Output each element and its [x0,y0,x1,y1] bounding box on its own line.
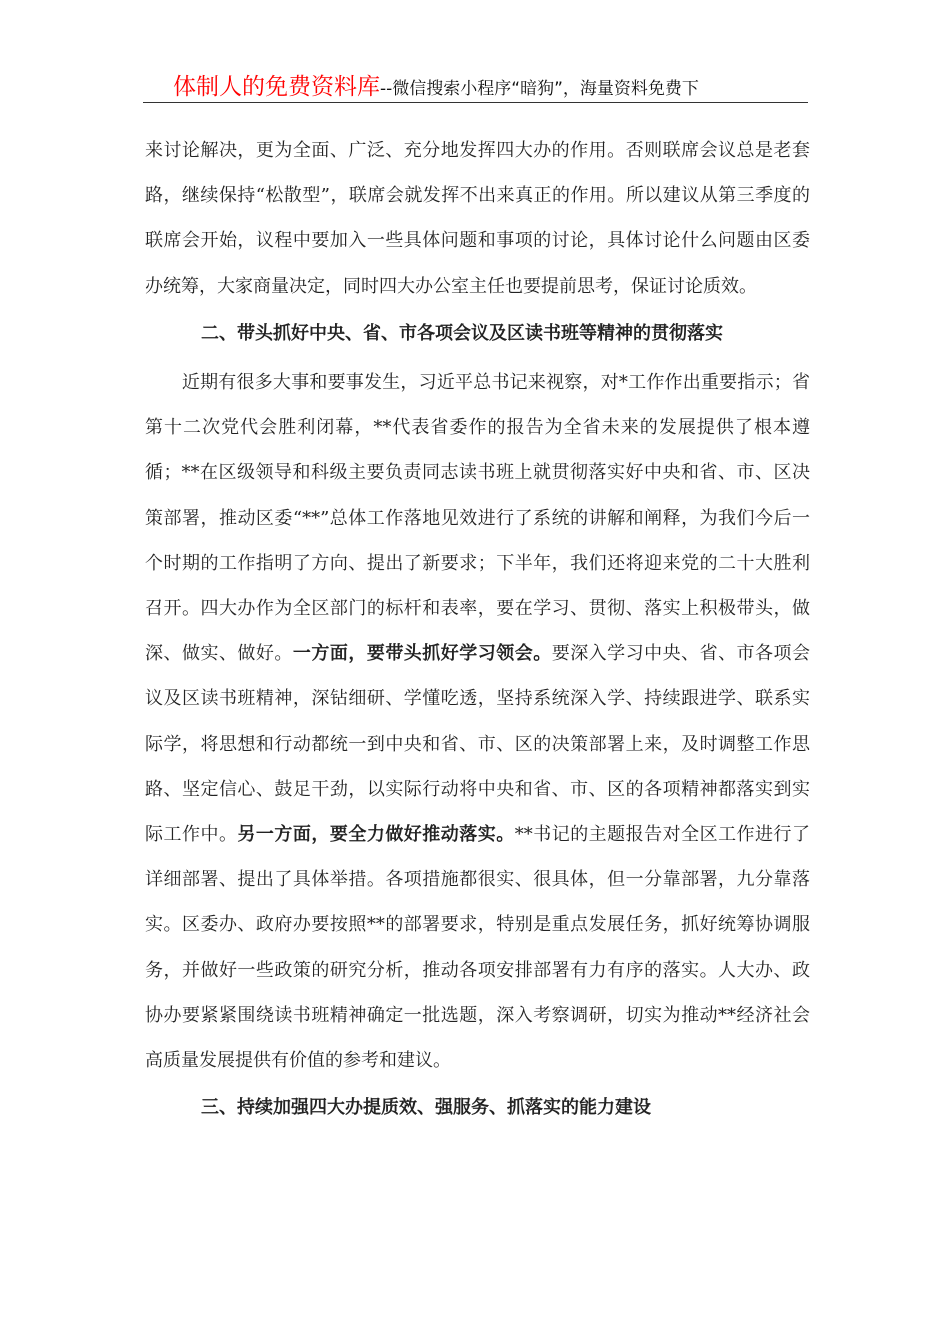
paragraph-2-bold-a: 一方面，要带头抓好学习领会。 [292,643,552,665]
paragraph-2 [145,360,810,1083]
paragraph-2-part-e: **书记的主题报告对全区工作进行了详细部署、提出了具体举措。各项措施都很实、很具体，但一分靠部署，九分靠落实。区委办、政府办要按照**的部署要求，特别是重点发展任务，抓好统筹协调服务，并做好一些政策的研究分析，推动各项安排部署有力有序的落实。人大办、政协办要紧紧围绕读书班精神确定一批选题，深入考察调研，切实为推动**经济社会高质量发展提供有价值的参考和建议。 [145,824,811,1072]
section-heading-2: 二、带头抓好中央、省、市各项会议及区读书班等精神的贯彻落实 [201,322,723,344]
paragraph-1: 来讨论解决，更为全面、广泛、充分地发挥四大办的作用。否则联席会议总是老套路，继续保持“松散型”，联席会就发挥不出来真正的作用。所以建议从第三季度的联席会开始，议程中要加入一些具体问题和事项的讨论，具体讨论什么问题由区委办统筹，大家商量决定，同时四大办公室主任也要提前思考，保证讨论质效。 [145,140,810,297]
header-brand: 体制人的免费资料库 [173,74,380,100]
paragraph-2-bold-d: 另一方面，要全力做好推动落实。 [237,824,515,846]
section-heading-3: 三、持续加强四大办提质效、强服务、抓落实的能力建设 [201,1097,651,1119]
paragraph-2-part-a: 近期有很多大事和要事发生，习近平总书记来视察，对*工作作出重要指示；省第十二次党代会胜利闭幕，**代表省委作的报告为全省未来的发展提供了根本遵循；**在区级领导和科级主要负责同志读书班上就贯彻落实好中央和省、市、区决策部署，推动区委“**”总体工作落地见效进行了系统的讲解和阐释，为我们今后一个时期的工作指明了方向、提出了新要求；下半年，我们还将迎来党的二十大胜利召开。四大办作为全区部门的标杆和表率，要在学习、贯彻、落实上积极带头，做深、做实、做好。 [145,372,810,665]
header-tagline: --微信搜索小程序“暗狗”，海量资料免费下 [380,79,699,99]
paragraph-2-part-c: 要深入学习中央、省、市各项会议及区读书班精神，深钻细研、学懂吃透，坚持系统深入学、持续跟进学、联系实际学，将思想和行动都统一到中央和省、市、区的决策部署上来，及时调整工作思路、坚定信心、鼓足干劲，以实际行动将中央和省、市、区的各项精神都落实到实际工作中。 [145,643,811,846]
page-header [143,68,808,103]
document-body [145,128,810,1134]
